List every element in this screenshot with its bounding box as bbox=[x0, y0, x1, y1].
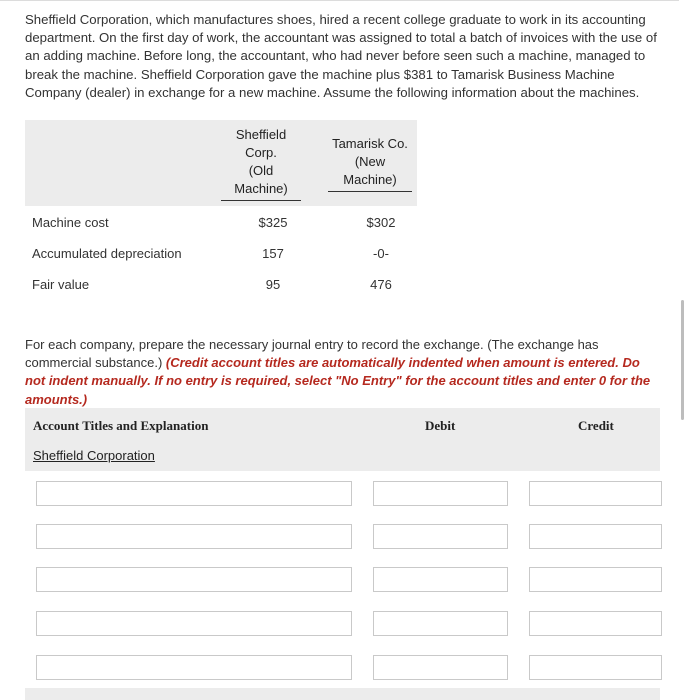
col-header-line: (New bbox=[354, 154, 386, 169]
journal-row bbox=[0, 655, 685, 682]
credit-input[interactable] bbox=[529, 611, 662, 636]
new-machine-value: -0- bbox=[373, 246, 389, 261]
debit-input[interactable] bbox=[373, 481, 508, 506]
top-divider bbox=[0, 0, 685, 1]
credit-input[interactable] bbox=[529, 655, 662, 680]
old-machine-value: 95 bbox=[265, 277, 281, 292]
col-header-line: Sheffield bbox=[235, 127, 287, 142]
journal-row bbox=[0, 524, 685, 551]
scrollbar-thumb[interactable] bbox=[681, 300, 684, 420]
row-label: Fair value bbox=[32, 277, 90, 292]
credit-input[interactable] bbox=[529, 567, 662, 592]
instructions-emphasis: (Credit account titles are automatically indented when amount is entered. Do not indent manually. If no entry is required, select "No Entry" for the account titles and enter 0 for the amounts.) bbox=[25, 355, 651, 407]
col-header-tamarisk-new bbox=[328, 135, 412, 192]
journal-footer-band bbox=[25, 688, 660, 700]
credit-input[interactable] bbox=[529, 481, 662, 506]
journal-header bbox=[25, 408, 660, 471]
account-titles-header: Account Titles and Explanation bbox=[33, 418, 209, 433]
new-machine-value: 476 bbox=[370, 277, 392, 292]
machine-info-header bbox=[25, 120, 417, 206]
old-machine-value: 157 bbox=[262, 246, 284, 261]
account-title-input[interactable] bbox=[36, 611, 352, 636]
row-label: Accumulated depreciation bbox=[32, 246, 182, 261]
debit-input[interactable] bbox=[373, 611, 508, 636]
debit-input[interactable] bbox=[373, 524, 508, 549]
col-header-line: Machine) bbox=[343, 172, 397, 187]
col-header-line: Tamarisk Co. bbox=[332, 136, 408, 151]
problem-intro: Sheffield Corporation, which manufactures shoes, hired a recent college graduate to work in its accounting department. On the first day of work, the accountant was assigned to total a batch of invoices with the use of an adding machine. Before long, the accountant, who had never before seen such a machine, managed to break the machine. Sheffield Corporation gave the machine plus $381 to Tamarisk Business Machine Company (dealer) in exchange for a new machine. Assume the following information about the machines. bbox=[25, 12, 657, 100]
account-title-input[interactable] bbox=[36, 655, 352, 680]
instructions bbox=[25, 336, 660, 409]
col-header-line: Corp. bbox=[245, 145, 277, 160]
credit-input[interactable] bbox=[529, 524, 662, 549]
account-title-input[interactable] bbox=[36, 481, 352, 506]
debit-header: Debit bbox=[425, 418, 456, 433]
col-header-sheffield-old bbox=[221, 126, 301, 201]
col-header-line: Machine) bbox=[234, 181, 288, 196]
row-label: Machine cost bbox=[32, 215, 109, 230]
scrollbar[interactable] bbox=[679, 0, 685, 700]
journal-row bbox=[0, 481, 685, 508]
journal-row bbox=[0, 611, 685, 638]
credit-header: Credit bbox=[578, 418, 614, 433]
company-label-sheffield: Sheffield Corporation bbox=[33, 448, 155, 463]
old-machine-value: $325 bbox=[258, 215, 288, 230]
debit-input[interactable] bbox=[373, 567, 508, 592]
instructions-plain: For each company, prepare the necessary journal entry to record the exchange. (The exchange has commercial substance.) bbox=[25, 337, 599, 371]
new-machine-value: $302 bbox=[366, 215, 396, 230]
account-title-input[interactable] bbox=[36, 524, 352, 549]
debit-input[interactable] bbox=[373, 655, 508, 680]
col-header-line: (Old bbox=[248, 163, 274, 178]
account-title-input[interactable] bbox=[36, 567, 352, 592]
journal-row bbox=[0, 567, 685, 594]
